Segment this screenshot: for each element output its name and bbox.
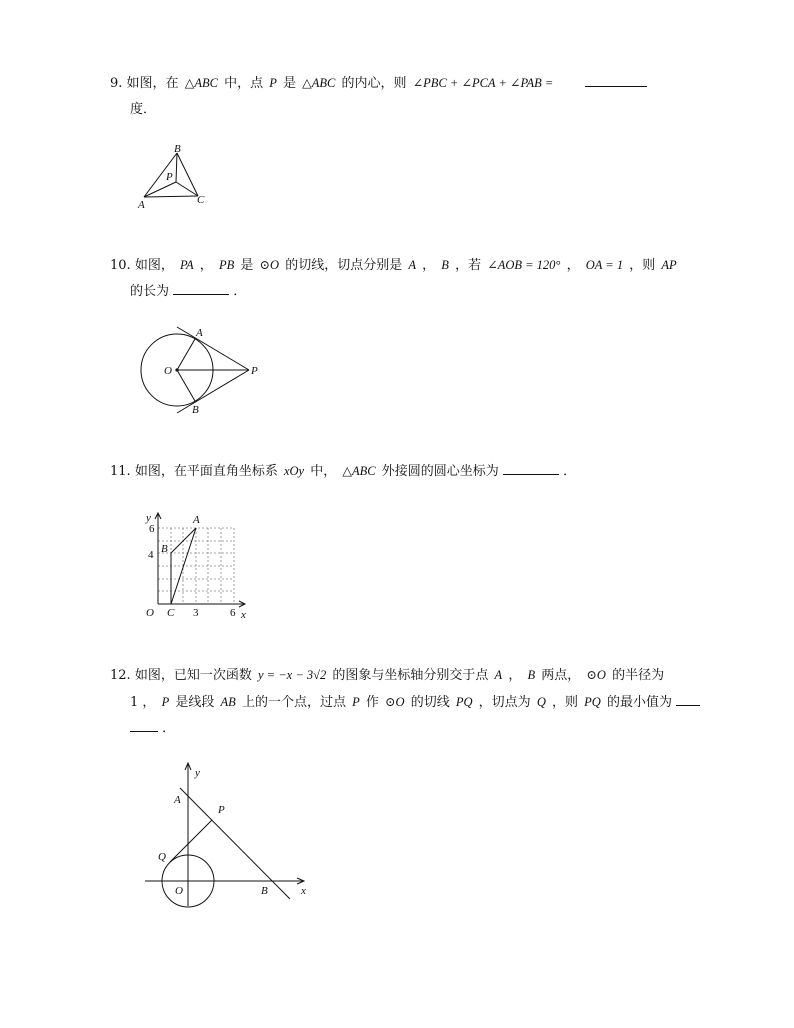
q12-text: 1	[130, 695, 139, 710]
q12-text: 如图，已知一次函数	[134, 668, 252, 683]
q12-math: y = −x − 3√2	[257, 668, 327, 682]
q11-text: 中，	[310, 464, 337, 479]
q12-line-1	[110, 662, 720, 689]
q11-number: 11.	[110, 464, 131, 479]
q10-text: ．	[233, 284, 247, 299]
q9-math: △ABC	[302, 76, 336, 90]
q10-text: ，	[199, 258, 213, 273]
q10-number: 10.	[110, 258, 131, 273]
q11-text: 如图，在平面直角坐标系	[134, 464, 278, 479]
q10-text: 如图，	[134, 258, 174, 273]
q12-math: P	[161, 695, 170, 709]
answer-blank[interactable]	[676, 691, 700, 706]
q9-line-1	[110, 70, 720, 97]
label-x: x	[301, 885, 306, 897]
q12-figure	[140, 758, 325, 908]
q10-text: 的切线，切点分别是	[285, 258, 403, 273]
segment-bp	[176, 153, 177, 182]
q12-text: 的最小值为	[606, 695, 672, 710]
q12-text: 的图象与坐标轴分别交于点	[332, 668, 489, 683]
q9-figure	[130, 140, 220, 215]
side-ac	[144, 196, 198, 197]
q10-math: AP	[661, 258, 677, 272]
label-b: B	[174, 143, 181, 155]
question-9	[110, 70, 720, 123]
q10-math: ∠AOB = 120°	[487, 258, 561, 272]
q11-math: △ABC	[342, 464, 376, 478]
tangent-pb	[177, 370, 249, 413]
q12-text: ，切点为	[478, 695, 531, 710]
q10-math: ⊙O	[259, 258, 280, 272]
label-y: y	[195, 767, 200, 779]
q12-math: A	[494, 668, 503, 682]
q12-math: PQ	[455, 695, 473, 709]
answer-blank[interactable]	[585, 72, 647, 87]
q12-text: 两点，	[541, 668, 581, 683]
tangent-pa	[177, 327, 249, 370]
q9-line-2	[110, 97, 720, 123]
label-c: C	[167, 607, 175, 619]
q9-math: △ABC	[184, 76, 218, 90]
q12-math: AB	[220, 695, 236, 709]
label-a: A	[138, 199, 145, 211]
label-a: A	[193, 514, 200, 526]
radius-ob	[177, 370, 195, 401]
tick-x-3: 3	[193, 607, 199, 619]
question-12	[110, 662, 720, 742]
grid	[158, 528, 234, 604]
q12-line-3	[110, 716, 720, 742]
q11-math: xOy	[283, 464, 305, 478]
q12-text: ，则	[551, 695, 578, 710]
q12-text: ，	[142, 695, 156, 710]
label-o: O	[146, 607, 154, 619]
segment-ap	[144, 182, 176, 197]
tick-y-6: 6	[149, 523, 155, 535]
q12-number: 12.	[110, 668, 131, 683]
label-p: P	[251, 365, 258, 377]
q9-text: 如图，在	[126, 76, 179, 91]
q10-line-2	[110, 279, 720, 305]
q12-math: ⊙O	[586, 668, 606, 682]
q10-text: 的长为	[130, 284, 170, 299]
q9-text: 度．	[130, 102, 157, 117]
q12-math: P	[352, 695, 360, 709]
label-y: y	[146, 512, 151, 524]
q11-text: ．	[563, 464, 577, 479]
q11-figure	[140, 508, 255, 623]
q9-math: ∠PBC + ∠PCA + ∠PAB =	[412, 76, 554, 90]
label-o: O	[164, 365, 172, 377]
q9-text: 是	[283, 76, 297, 91]
q12-math: PQ	[584, 695, 601, 709]
label-c: C	[197, 194, 205, 206]
q12-text: ，	[508, 668, 522, 683]
radius-oa	[177, 339, 195, 370]
label-q: Q	[158, 851, 166, 863]
q9-number: 9.	[110, 76, 123, 91]
label-o: O	[175, 885, 183, 897]
q12-text: 的半径为	[612, 668, 665, 683]
label-x: x	[241, 609, 246, 621]
q12-text: 是线段	[175, 695, 215, 710]
answer-blank[interactable]	[503, 460, 559, 475]
label-b: B	[192, 404, 199, 416]
question-10	[110, 252, 720, 305]
tangent-pq	[170, 820, 212, 862]
center-dot	[175, 368, 178, 371]
q10-math: PA	[179, 258, 194, 272]
q12-text: ．	[162, 721, 176, 736]
q10-text: ，	[422, 258, 436, 273]
q9-math: P	[269, 76, 277, 90]
label-p: P	[166, 171, 173, 183]
q12-math: ⊙O	[385, 695, 405, 709]
tick-x-6: 6	[230, 607, 236, 619]
q11-text: 外接圆的圆心坐标为	[381, 464, 499, 479]
q9-text: 的内心，则	[341, 76, 407, 91]
label-b: B	[261, 885, 268, 897]
q12-math: Q	[536, 695, 546, 709]
q9-text: 中，点	[224, 76, 264, 91]
q12-text: 作	[365, 695, 379, 710]
answer-blank[interactable]	[173, 280, 229, 295]
q10-line-1	[110, 252, 720, 279]
q10-math: B	[441, 258, 449, 272]
q12-line-2	[110, 689, 720, 716]
q10-text: ，	[566, 258, 580, 273]
answer-blank-cont[interactable]	[130, 717, 158, 732]
q10-figure	[130, 320, 280, 420]
q10-math: OA = 1	[585, 258, 624, 272]
label-p: P	[218, 804, 225, 816]
q10-math: A	[408, 258, 416, 272]
question-11	[110, 458, 720, 485]
q11-line-1	[110, 458, 720, 485]
tick-y-4: 4	[148, 549, 154, 561]
q10-text: 是	[240, 258, 254, 273]
q10-math: PB	[218, 258, 235, 272]
q12-text: 上的一个点，过点	[241, 695, 346, 710]
q10-text: ，若	[455, 258, 482, 273]
label-b: B	[161, 543, 168, 555]
label-a: A	[196, 327, 203, 339]
line-ab	[180, 788, 290, 899]
q12-math: B	[527, 668, 536, 682]
q12-text: 的切线	[410, 695, 450, 710]
label-a: A	[174, 794, 181, 806]
q10-text: ，则	[629, 258, 656, 273]
